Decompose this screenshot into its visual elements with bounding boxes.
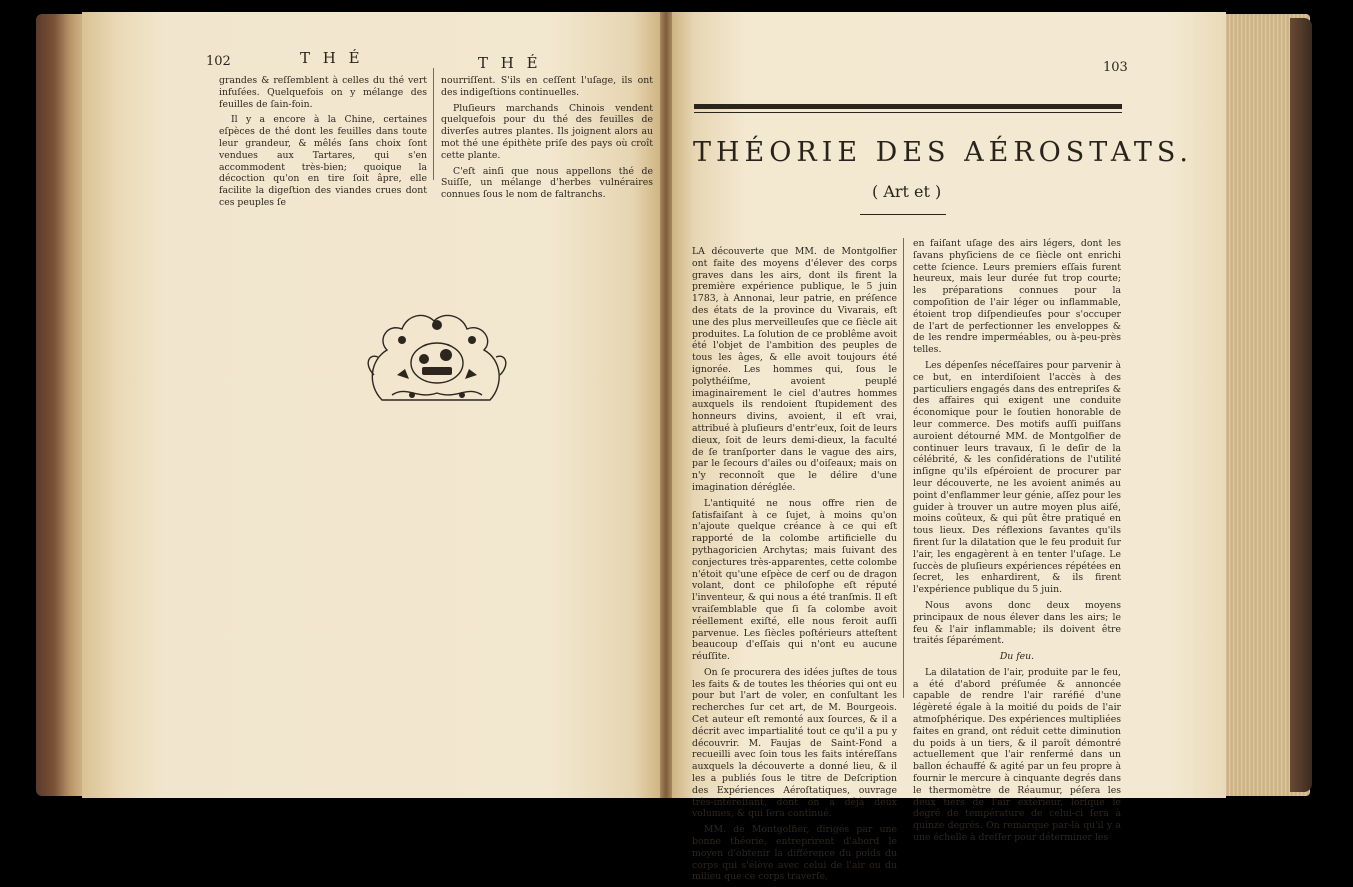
left-page-number: 102: [206, 54, 231, 69]
paragraph: C'eſt ainſi que nous appellons thé de Suiſſe, un mélange d'herbes vulnéraires connues ſous le nom de faltranchs.: [441, 165, 653, 201]
paragraph: Il y a encore à la Chine, certaines eſpèces de thé dont les feuilles dans toute leur grandeur, & mêlés ſans choix ſont vendues aux Tartares, qui s'en accommodent très-bien; quoique la décoction qu'on en tire ſoit âpre, elle facilite la digeſtion des viandes crues dont ces peuples ſe: [219, 114, 427, 208]
column-divider: [433, 68, 434, 180]
left-page-column-1: [219, 75, 427, 213]
paragraph: nourriſſent. S'ils en ceſſent l'uſage, ils ont des indigeſtions continuelles.: [441, 75, 653, 98]
decorative-vignette-icon: [362, 305, 512, 415]
right-page-number: 103: [1103, 60, 1128, 75]
paragraph: Nous avons donc deux moyens principaux de nous élever dans les airs; le feu & l'air inflammable; ils doivent être traités ſéparément.: [913, 599, 1121, 647]
paragraph: grandes & reſſemblent à celles du thé vert infuſées. Quelquefois on y mélange des feuilles de ſain-foin.: [219, 75, 427, 110]
title-underline: [860, 214, 946, 215]
column-divider: [903, 238, 904, 698]
paragraph: en faiſant uſage des airs légers, dont les ſavans phyſiciens de ce ſiècle ont enrichi cette ſcience. Leurs premiers eſſais furent heureux, mais leur durée fut trop courte; les préparations connues pour la compoſition de l'air léger ou inflammable, étoient trop diſpendieuſes pour s'occuper de l'art de perfectionner les enveloppes & de les rendre imperméables, ou à-peu-près telles.: [913, 238, 1121, 356]
left-running-head-1: T H É: [300, 49, 364, 67]
paragraph: On ſe procurera des idées juſtes de tous les faits & de toutes les théories qui ont eu pour but l'art de voler, en conſultant les recherches ſur cet art, de M. Bourgeois. Cet auteur eſt remonté aux ſources, & il a décrit avec impartialité tout ce qu'il a pu y découvrir. M. Faujas de Saint-Fond a recueilli avec ſoin tous les faits intéreſſans auxquels la découverte a donné lieu, & il les a publiés ſous le titre de Deſcription des Expériences Aéroſtatiques, ouvrage très-intéreſſant, dont on a déjà deux volumes, & qui ſera continué.: [692, 666, 897, 820]
right-page-column-2: [913, 238, 1121, 848]
book-right-cover: [1290, 18, 1312, 792]
article-subtitle: ( Art et ): [872, 182, 942, 201]
paragraph: Pluſieurs marchands Chinois vendent quelquefois pour du thé des feuilles de diverſes autres plantes. Ils joignent alors au mot thé une épithète priſe des pays où croît cette plante.: [441, 102, 653, 161]
section-heading: Du feu.: [999, 651, 1035, 663]
paragraph: MM. de Montgolfier, dirigés par une bonne théorie, entreprirent d'abord le moyen d'obtenir la différence du poids du corps qui s'élève avec celui de l'air ou du milieu que ce corps traverſe,: [692, 824, 897, 883]
book-left-edge: [36, 14, 88, 796]
paragraph: La dilatation de l'air, produite par le feu, a été d'abord préſumée & annoncée capable de rendre l'air raréfié d'une légèreté égale à la moitié du poids de l'air atmoſphérique. Des expériences multipliées faites en grand, ont réduit cette diminution du poids à un tiers, & il paroît démontré actuellement que l'air renfermé dans un ballon échauffé & agité par un feu propre à fournir le mercure à cinquante degrés dans le thermomètre de Réaumur, péſera les deux tiers de l'air extérieur, lorſque le degré de température de celui-ci ſera à quinze degrés. On remarque par-là qu'il y a une échelle à dreſſer pour déterminer les: [913, 666, 1121, 844]
left-page-column-2: [441, 75, 653, 205]
paragraph: LA découverte que MM. de Montgolfier ont faite des moyens d'élever des corps graves dans les airs, dont ils firent la première expérience publique, le 5 juin 1783, à Annonai, leur patrie, en préſence des états de la province du Vivarais, eſt une des plus merveilleuſes que ce ſiècle ait produites. La ſolution de ce problême avoit été l'objet de l'ambition des peuples de tous les âges, & elle avoit toujours été ignorée. Les hommes qui, ſous le polythéiſme, avoient peuplé imaginairement le ciel d'autres hommes auxquels ils rendoient ſtupidement des honneurs divins, avoient, il eſt vrai, attribué à pluſieurs d'entr'eux, ſoit de leurs dieux, ſoit de leurs demi-dieux, la faculté de ſe tranſporter dans le vague des airs, par le ſecours d'ailes ou d'oiſeaux; mais on n'y reconnoît que le délire d'une imagination déréglée.: [692, 246, 897, 493]
right-page-column-1: [692, 246, 897, 887]
header-rule-thick: [694, 104, 1122, 109]
article-title: THÉORIE DES AÉROSTATS.: [693, 137, 1193, 168]
paragraph: Les dépenſes néceſſaires pour parvenir à ce but, en interdiſoient l'accès à des particuliers engagés dans des entrepriſes & des affaires qui exigent une conduite économique pour le ſoutien honorable de leur commerce. Des motifs auſſi puiſſans auroient détourné MM. de Montgolfier de continuer leurs travaux, ſi le deſir de la célébrité, & les conſidérations de l'utilité inſigne qu'ils eſpéroient de procurer par leur découverte, ne les avoient animés au point d'enflammer leur génie, aſſez pour les guider à trouver un autre moyen plus aiſé, moins coûteux, & qui pût être pratiqué en tous lieux. Des réflexions ſavantes qu'ils firent ſur la dilatation que le feu produit ſur l'air, les engagèrent à en tenter l'uſage. Le ſuccès de pluſieurs expériences répétées en ſecret, les enhardirent, & ils firent l'expérience publique du 5 juin.: [913, 359, 1121, 596]
book-gutter: [660, 12, 672, 798]
header-rule-thin: [694, 112, 1122, 113]
paragraph: L'antiquité ne nous offre rien de ſatisfaiſant à ce ſujet, à moins qu'on n'ajoute quelque créance à ce qui eſt rapporté de la colombe artificielle du pythagoricien Archytas; mais ſuivant des conjectures très-apparentes, cette colombe n'étoit qu'une eſpèce de cerf ou de dragon volant, dont ce philoſophe eſt réputé l'inventeur, & qui nous a été tranſmis. Il eſt vraiſemblable que ſi ſa colombe avoit réellement exiſté, elle nous feroit auſſi parvenue. Les ſiècles poſtérieurs atteſtent beaucoup d'eſſais qui n'ont eu aucune réuſſite.: [692, 497, 897, 663]
left-running-head-2: T H É: [478, 54, 542, 72]
